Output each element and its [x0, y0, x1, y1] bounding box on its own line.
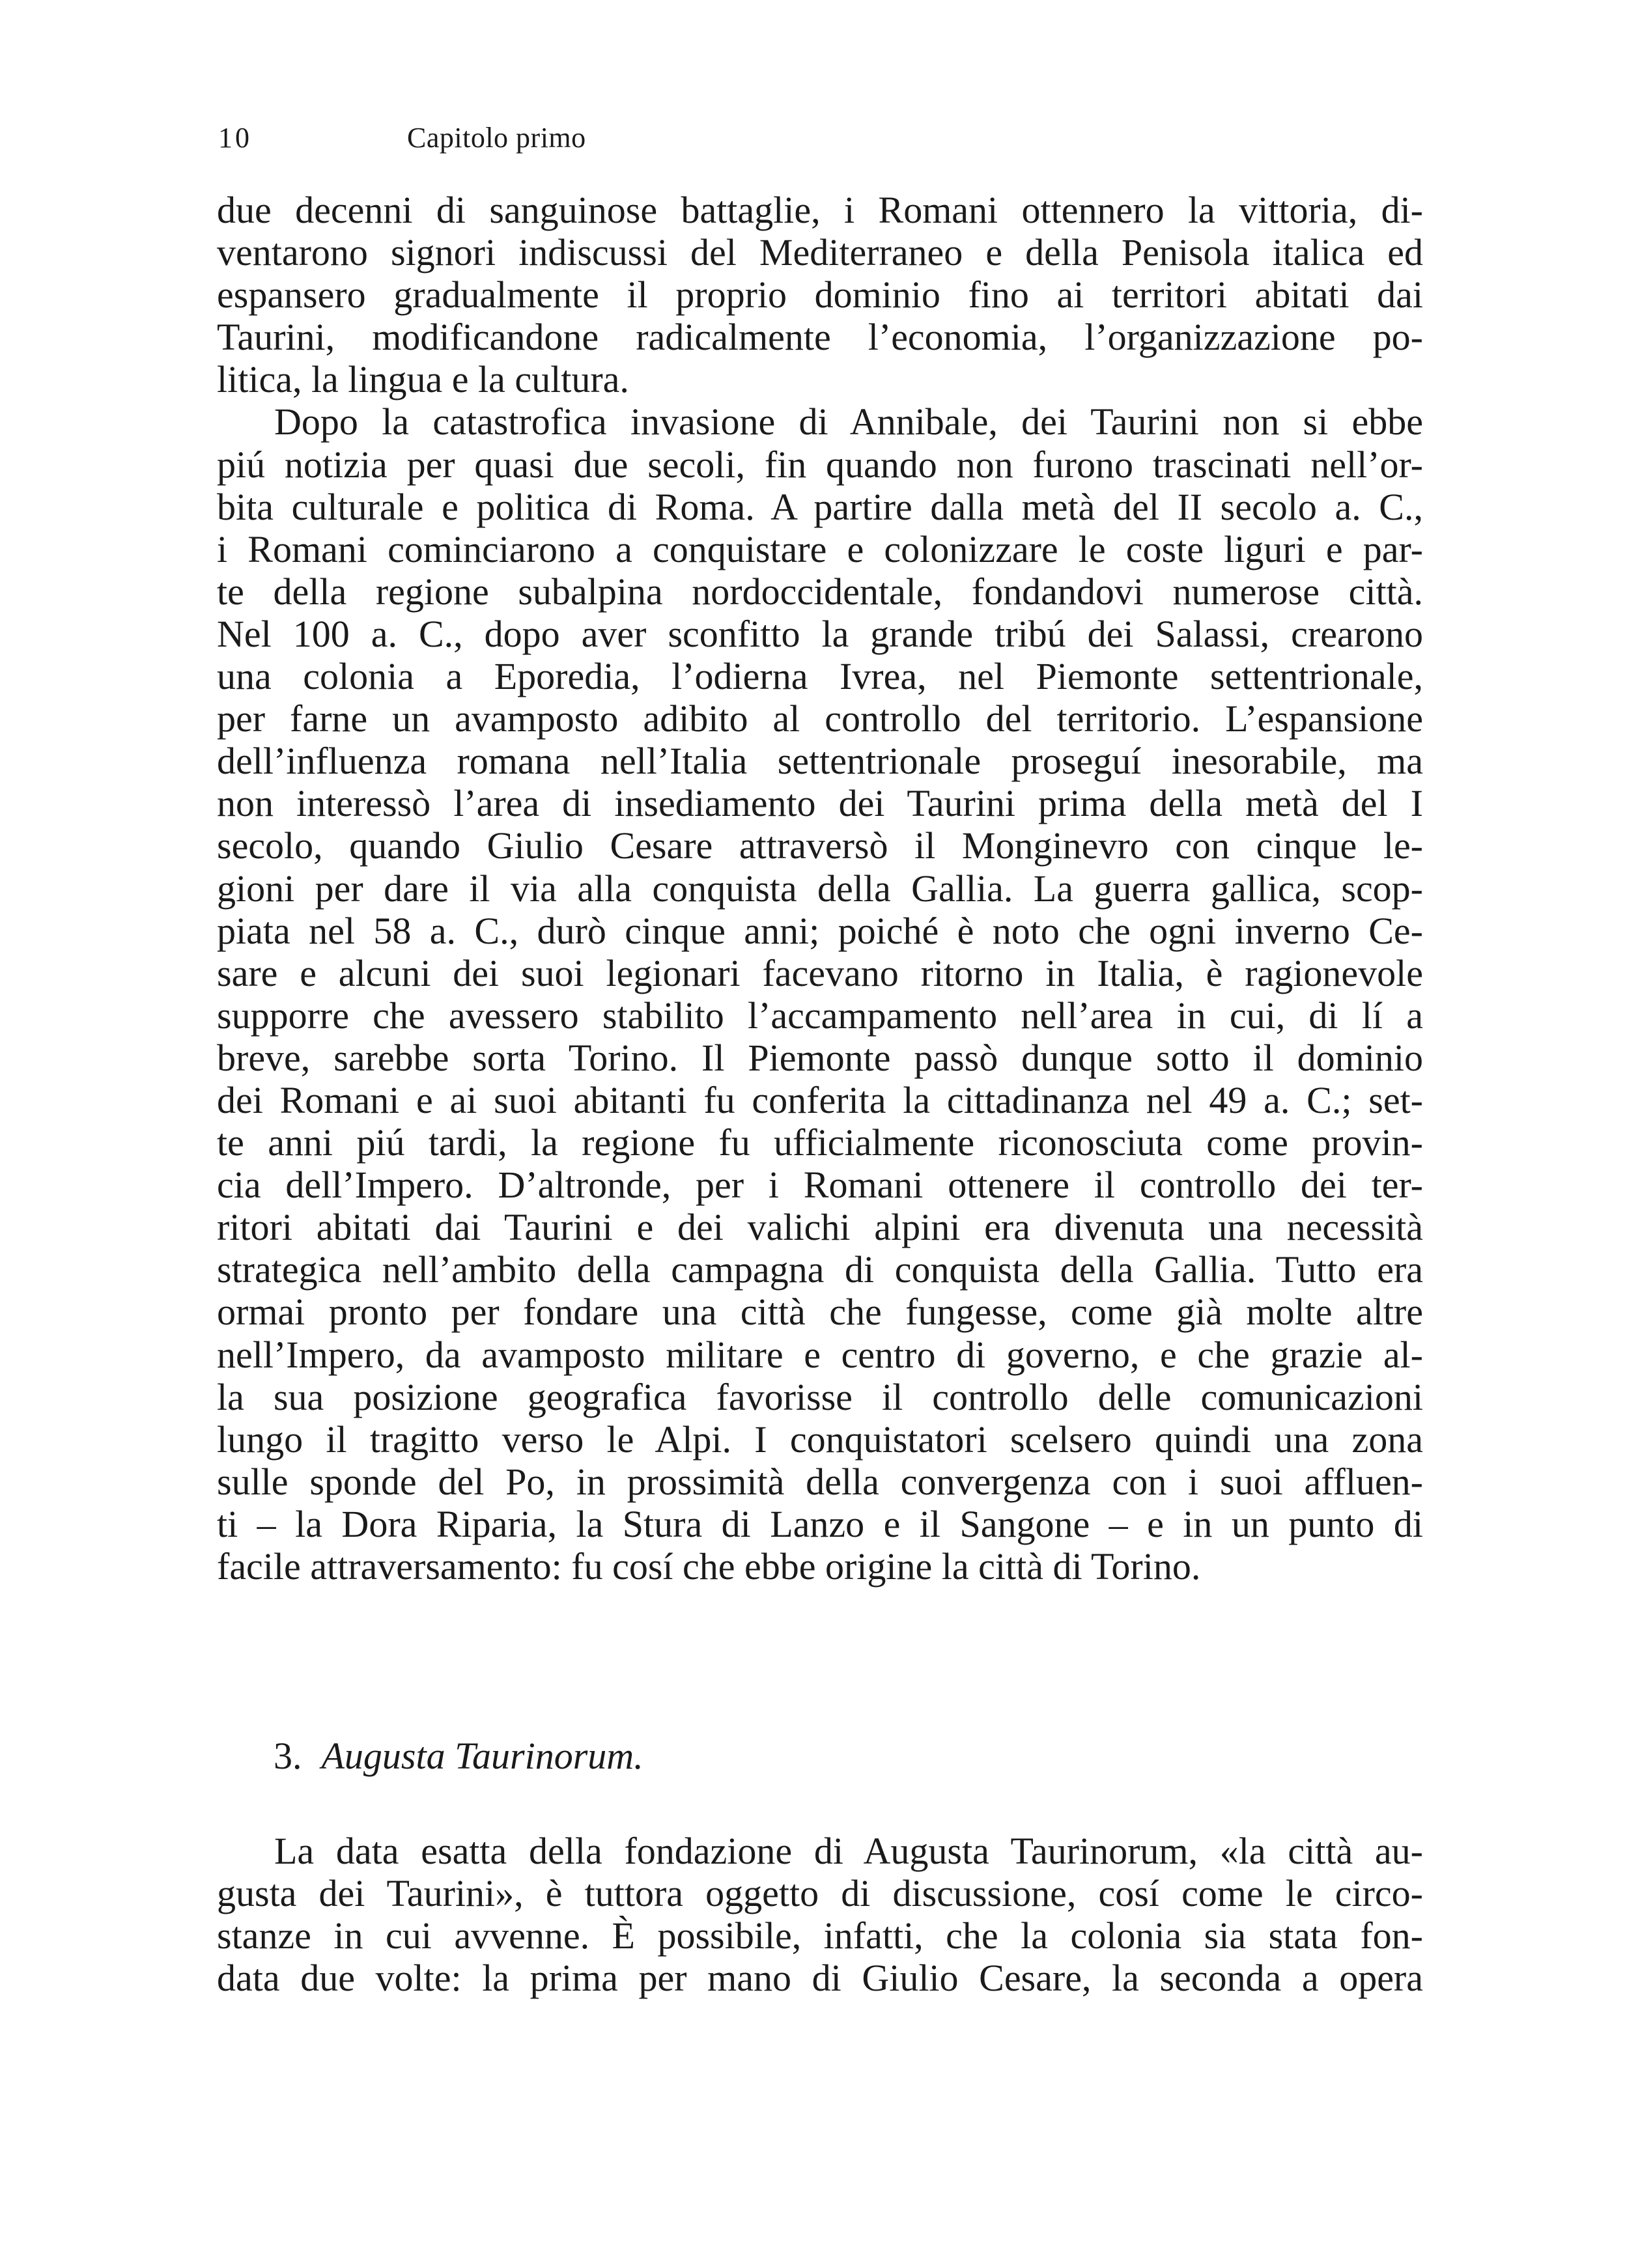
text-line: ti – la Dora Riparia, la Stura di Lanzo e il Sangone – e in un punto di	[217, 1502, 1423, 1545]
paragraph-first-line: Dopo la catastrofica invasione di Annibale, dei Taurini non si ebbe	[274, 400, 1423, 443]
text-line: litica, la lingua e la cultura.	[217, 358, 629, 401]
text-line: bita culturale e politica di Roma. A partire dalla metà del II secolo a. C.,	[217, 485, 1423, 528]
text-line: facile attraversamento: fu cosí che ebbe origine la città di Torino.	[217, 1545, 1201, 1588]
text-line: per farne un avamposto adibito al controllo del territorio. L’espansione	[217, 697, 1423, 740]
text-line: sare e alcuni dei suoi legionari facevano ritorno in Italia, è ragionevole	[217, 951, 1423, 994]
section-title: Augusta Taurinorum.	[321, 1735, 643, 1777]
text-line: due decenni di sanguinose battaglie, i Romani ottennero la vittoria, di-	[217, 189, 1423, 231]
text-line: lungo il tragitto verso le Alpi. I conquistatori scelsero quindi una zona	[217, 1418, 1423, 1461]
text-line: piú notizia per quasi due secoli, fin quando non furono trascinati nell’or-	[217, 443, 1423, 486]
paragraph-first-line: La data esatta della fondazione di Augusta Taurinorum, «la città au-	[274, 1830, 1423, 1872]
text-line: una colonia a Eporedia, l’odierna Ivrea, nel Piemonte settentrionale,	[217, 655, 1423, 698]
text-line: gusta dei Taurini», è tuttora oggetto di discussione, cosí come le circo-	[217, 1872, 1423, 1915]
text-line: gioni per dare il via alla conquista della Gallia. La guerra gallica, scop-	[217, 867, 1423, 910]
text-line: ventarono signori indiscussi del Mediterraneo e della Penisola italica ed	[217, 231, 1423, 274]
text-line: stanze in cui avvenne. È possibile, infatti, che la colonia sia stata fon-	[217, 1914, 1423, 1957]
section-heading	[274, 1737, 643, 1775]
text-line: sulle sponde del Po, in prossimità della convergenza con i suoi affluen-	[217, 1460, 1423, 1503]
text-line: non interessò l’area di insediamento dei Taurini prima della metà del I	[217, 782, 1423, 825]
text-line: breve, sarebbe sorta Torino. Il Piemonte passò dunque sotto il dominio	[217, 1036, 1423, 1079]
text-line: dell’influenza romana nell’Italia settentrionale proseguí inesorabile, ma	[217, 740, 1423, 783]
text-line: te della regione subalpina nordoccidentale, fondandovi numerose città.	[217, 570, 1423, 613]
text-line: piata nel 58 a. C., durò cinque anni; poiché è noto che ogni inverno Ce-	[217, 909, 1423, 952]
text-line: dei Romani e ai suoi abitanti fu conferita la cittadinanza nel 49 a. C.; set-	[217, 1078, 1423, 1121]
text-line: nell’Impero, da avamposto militare e centro di governo, e che grazie al-	[217, 1333, 1423, 1376]
text-line: ritori abitati dai Taurini e dei valichi alpini era divenuta una necessità	[217, 1206, 1423, 1249]
text-line: secolo, quando Giulio Cesare attraversò il Monginevro con cinque le-	[217, 824, 1423, 867]
section-body-text	[217, 1830, 1423, 1999]
text-line: data due volte: la prima per mano di Giulio Cesare, la seconda a opera	[217, 1957, 1423, 2000]
text-line: ormai pronto per fondare una città che fungesse, come già molte altre	[217, 1291, 1423, 1334]
text-line: supporre che avessero stabilito l’accampamento nell’area in cui, di lí a	[217, 994, 1423, 1037]
text-line: Taurini, modificandone radicalmente l’economia, l’organizzazione po-	[217, 316, 1423, 359]
text-line: te anni piú tardi, la regione fu ufficialmente riconosciuta come provin-	[217, 1121, 1423, 1164]
body-text	[217, 189, 1423, 1588]
text-line: cia dell’Impero. D’altronde, per i Romani ottenere il controllo dei ter-	[217, 1164, 1423, 1207]
text-line: i Romani cominciarono a conquistare e colonizzare le coste liguri e par-	[217, 527, 1423, 570]
section-number: 3.	[274, 1735, 302, 1777]
text-line: espansero gradualmente il proprio dominio fino ai territori abitati dai	[217, 273, 1423, 316]
text-line: strategica nell’ambito della campagna di conquista della Gallia. Tutto era	[217, 1248, 1423, 1291]
page-number: 10	[218, 122, 252, 154]
text-line: la sua posizione geografica favorisse il controllo delle comunicazioni	[217, 1375, 1423, 1418]
text-line: Nel 100 a. C., dopo aver sconfitto la grande tribú dei Salassi, crearono	[217, 612, 1423, 655]
running-head	[218, 124, 586, 152]
running-title: Capitolo primo	[407, 122, 586, 154]
